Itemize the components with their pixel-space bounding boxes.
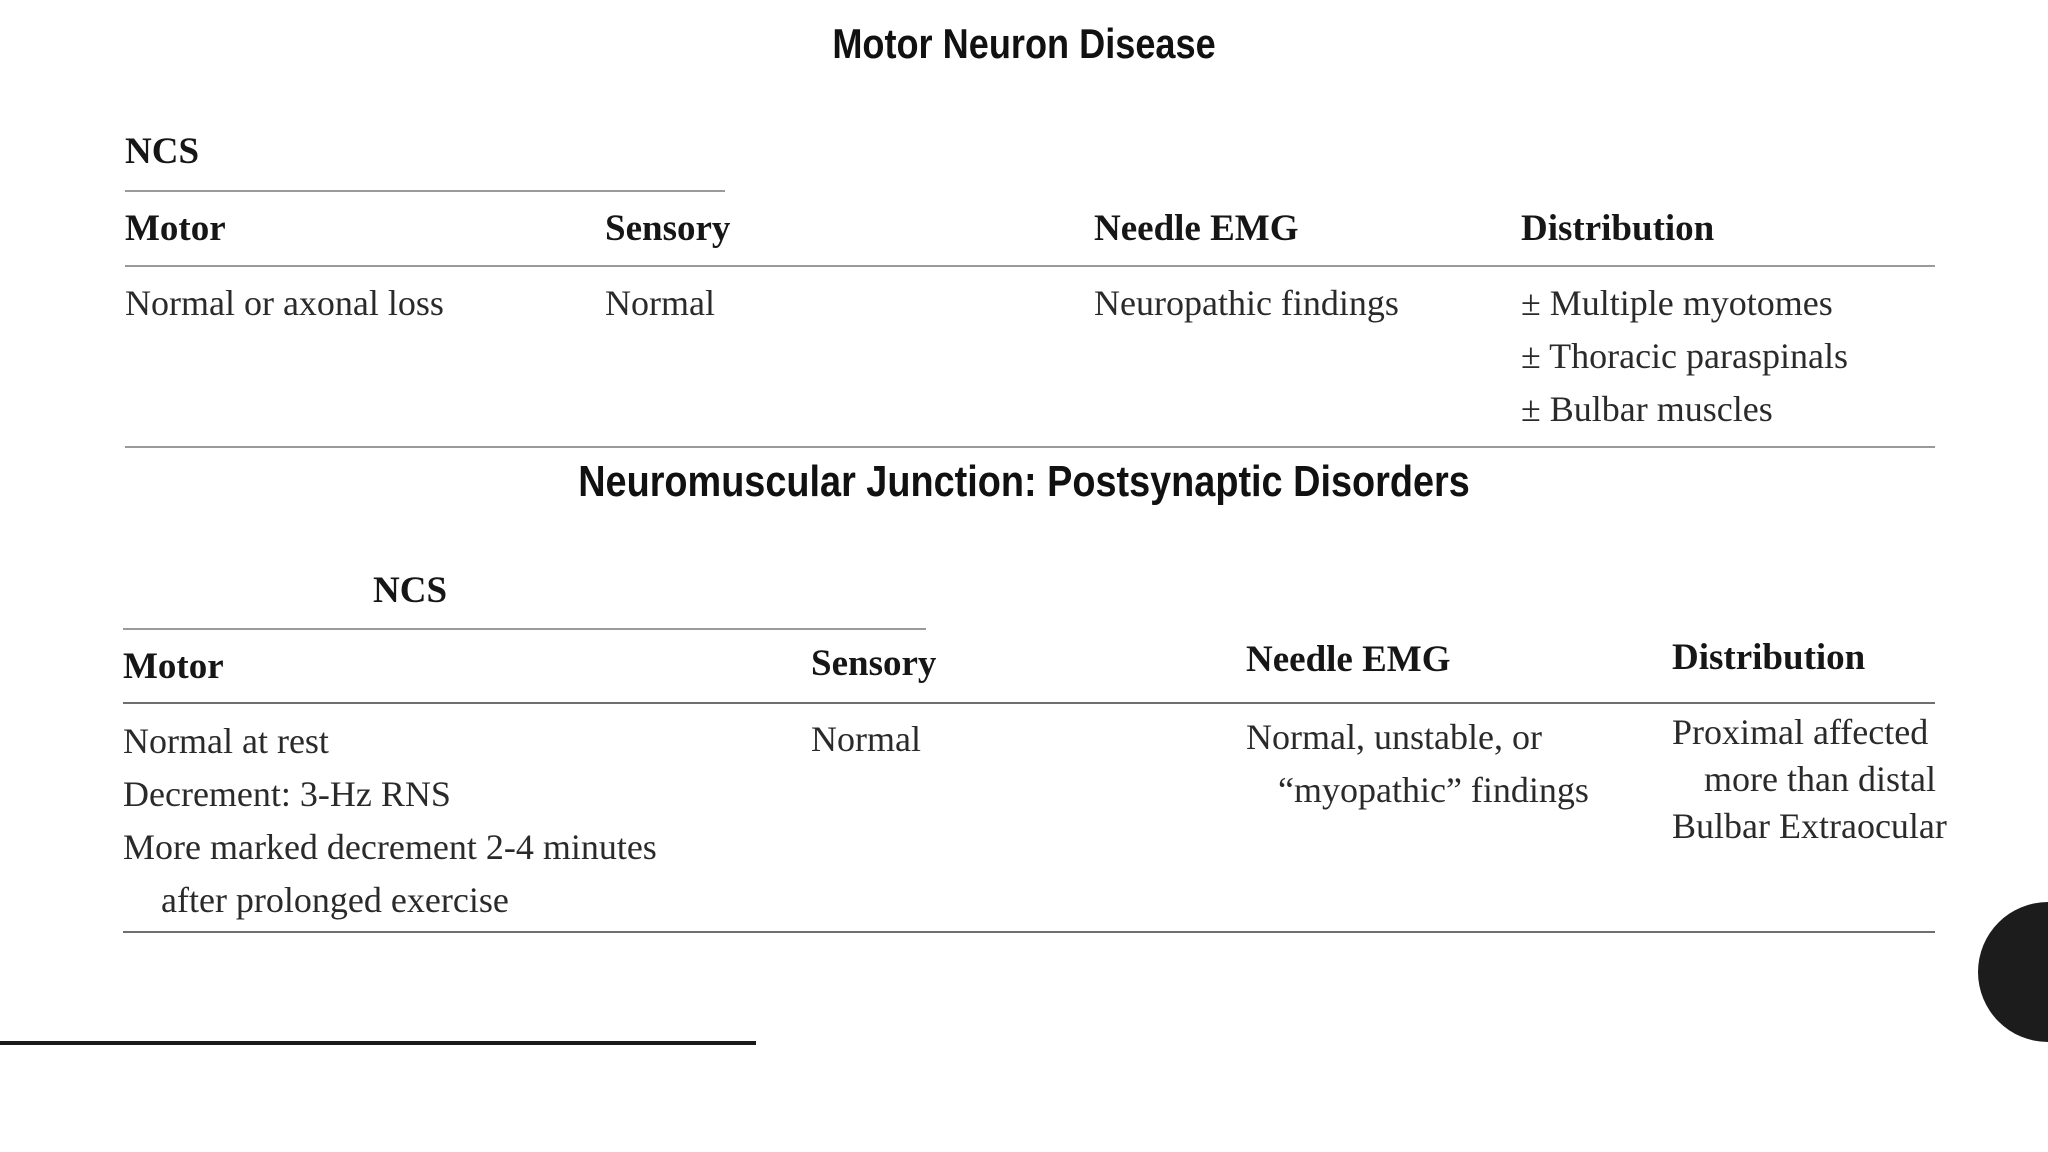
table2-cell-emg	[1246, 711, 1589, 817]
table2-motor-line: Normal at rest	[123, 721, 329, 761]
corner-circle-decoration	[1978, 902, 2048, 1042]
table1-header-distribution: Distribution	[1521, 208, 1715, 249]
table1-bottom-rule	[125, 446, 1935, 448]
table2-header-emg: Needle EMG	[1246, 639, 1451, 680]
table2-emg-line: Normal, unstable, or	[1246, 717, 1542, 757]
table2-header-motor: Motor	[123, 646, 224, 687]
table2-distribution-line: Bulbar Extraocular	[1672, 806, 1947, 846]
table2-motor-line: after prolonged exercise	[161, 880, 509, 920]
table2-emg-line: “myopathic” findings	[1278, 770, 1589, 810]
table2-distribution-line: Proximal affected	[1672, 712, 1929, 752]
table2-header-sensory: Sensory	[811, 643, 937, 684]
table1-cell-sensory: Normal	[605, 283, 715, 323]
table1-cell-motor: Normal or axonal loss	[125, 283, 444, 323]
table2-cell-distribution	[1672, 709, 1947, 850]
table2-cell-motor	[123, 715, 657, 927]
table1-header-emg: Needle EMG	[1094, 208, 1299, 249]
table1-cell-distribution	[1521, 277, 1848, 436]
table2-header-distribution: Distribution	[1672, 637, 1866, 678]
table2-ncs-group-header: NCS	[373, 570, 448, 611]
table1-distribution-line: ± Bulbar muscles	[1521, 389, 1773, 429]
table2-header-rule	[123, 702, 1935, 704]
table1-distribution-line: ± Multiple myotomes	[1521, 283, 1833, 323]
table1-header-sensory: Sensory	[605, 208, 731, 249]
table2-distribution-line: more than distal	[1704, 759, 1936, 799]
footer-divider-line	[0, 1041, 756, 1045]
table2-title: Neuromuscular Junction: Postsynaptic Disorders	[578, 457, 1470, 506]
table1-distribution-line: ± Thoracic paraspinals	[1521, 336, 1848, 376]
table2-cell-sensory: Normal	[811, 719, 921, 759]
table1-header-rule	[125, 265, 1935, 267]
table2-motor-line: Decrement: 3-Hz RNS	[123, 774, 451, 814]
table1-ncs-group-header: NCS	[125, 131, 200, 172]
table1-header-motor: Motor	[125, 208, 226, 249]
table2-bottom-rule	[123, 931, 1935, 933]
table2-motor-line: More marked decrement 2-4 minutes	[123, 827, 657, 867]
table2-ncs-underline	[123, 628, 926, 630]
table1-cell-emg: Neuropathic findings	[1094, 283, 1399, 323]
table1-ncs-underline	[125, 190, 725, 192]
table1-title: Motor Neuron Disease	[832, 20, 1216, 67]
